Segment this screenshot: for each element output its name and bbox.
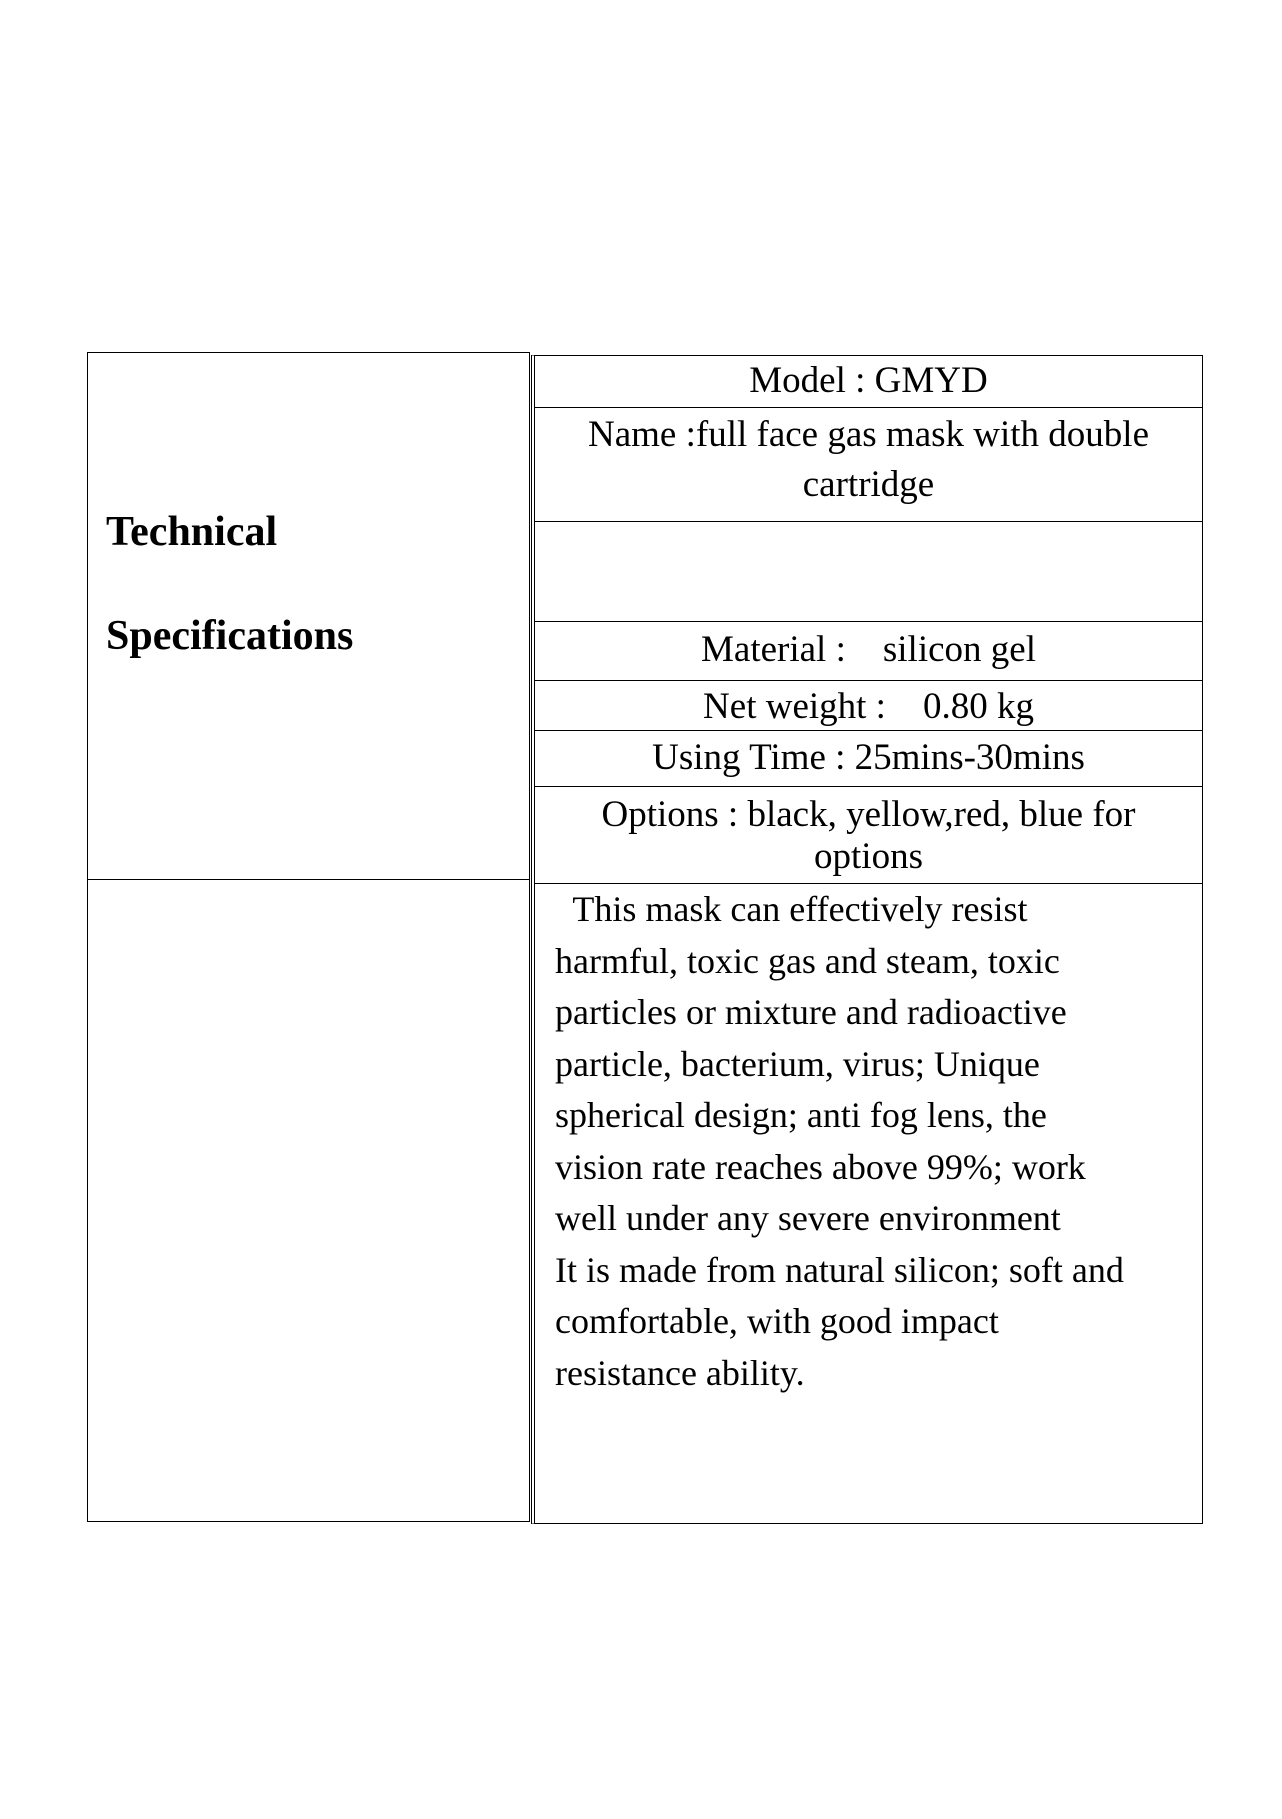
model-value: Model : GMYD [749,360,988,401]
heading-line-specifications: Specifications [106,613,354,659]
description-line: particles or mixture and radioactive [555,992,1067,1032]
net-weight-value: Net weight : 0.80 kg [703,686,1034,727]
material-value: Material : silicon gel [701,629,1036,670]
row-description [535,884,1202,1522]
heading-line-technical: Technical [106,509,278,555]
description-line: resistance ability. [555,1352,805,1393]
left-cell-divider [87,879,530,880]
description-line: vision rate reaches above 99%; work [555,1146,1086,1187]
row-options [535,787,1202,884]
row-net-weight [535,681,1202,731]
row-material [535,622,1202,681]
description-line: spherical design; anti fog lens, the [555,1095,1047,1135]
description-line: This mask can effectively resist [555,889,1028,929]
options-value-line2: options [814,836,923,877]
using-time-value: Using Time : 25mins-30mins [652,737,1085,778]
description-line: well under any severe environment [555,1198,1061,1238]
options-value-line1: Options : black, yellow,red, blue for [601,794,1136,835]
row-empty [535,522,1202,622]
row-using-time [535,731,1202,787]
description-line: comfortable, with good impact [555,1301,999,1341]
description-text [555,884,1190,1399]
spec-heading [106,480,506,688]
description-line: harmful, toxic gas and steam, toxic [555,940,1060,981]
spec-values-column [531,355,1203,1524]
description-line: It is made from natural silicon; soft and [555,1249,1124,1290]
row-model [535,356,1202,408]
name-value-line1: Name :full face gas mask with double [588,414,1149,455]
row-name [535,408,1202,522]
description-line: particle, bacterium, virus; Unique [555,1043,1040,1084]
name-value-line2: cartridge [802,464,935,505]
